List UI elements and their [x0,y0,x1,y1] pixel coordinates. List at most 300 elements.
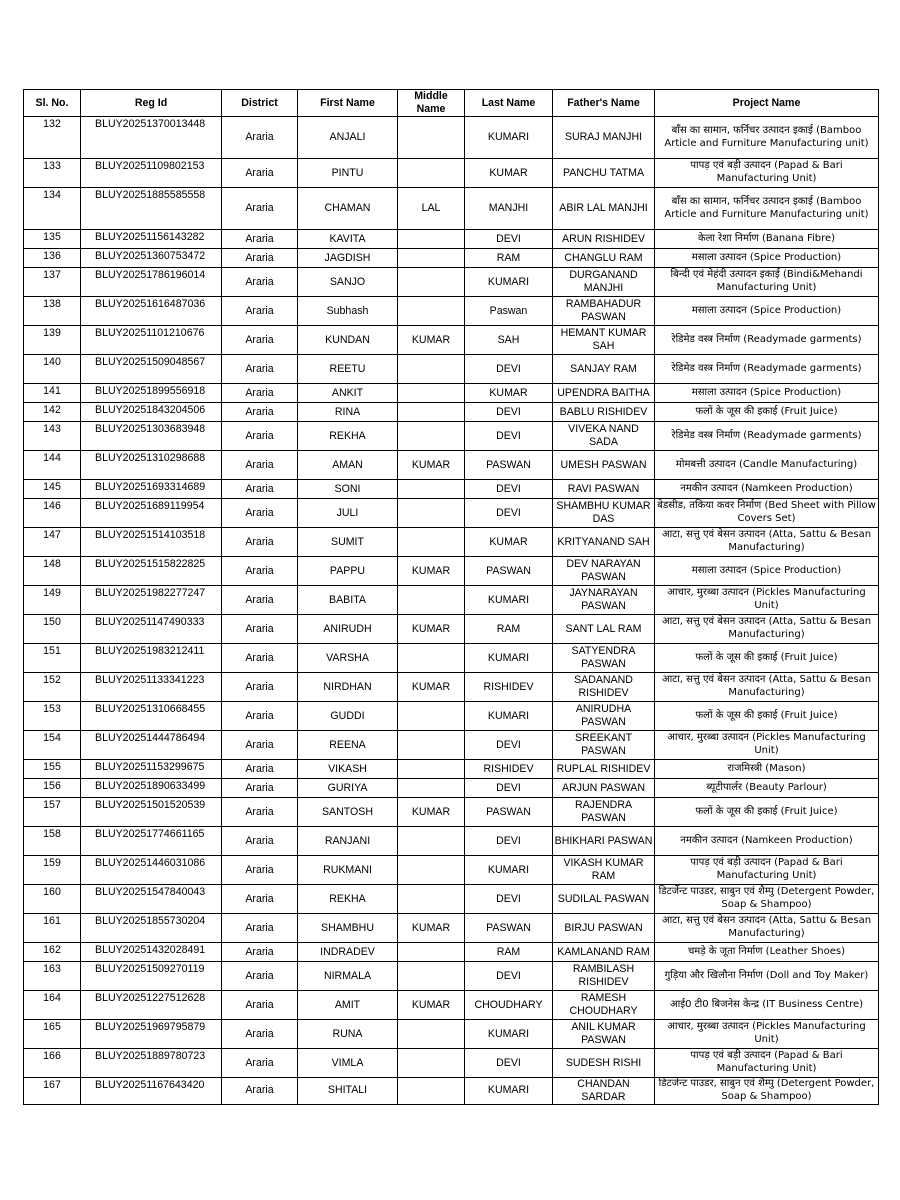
cell-reg-id: BLUY20251616487036 [81,297,222,326]
cell-sl-no: 161 [24,914,81,943]
cell-last-name: CHOUDHARY [465,991,553,1020]
table-row [24,528,879,557]
cell-fathers-name: RAJENDRA PASWAN [553,798,655,827]
cell-district: Araria [222,384,298,403]
cell-last-name: DEVI [465,499,553,528]
table-row [24,403,879,422]
cell-project-name: आटा, सत्तु एवं बेसन उत्पादन (Atta, Sattu & Besan Manufacturing) [655,615,879,644]
cell-fathers-name: ABIR LAL MANJHI [553,188,655,230]
cell-district: Araria [222,297,298,326]
cell-first-name: SONI [298,480,398,499]
cell-project-name: मसाला उत्पादन (Spice Production) [655,297,879,326]
cell-project-name: पापड़ एवं बड़ी उत्पादन (Papad & Bari Manufacturing Unit) [655,856,879,885]
cell-last-name: KUMARI [465,856,553,885]
cell-fathers-name: ARUN RISHIDEV [553,230,655,249]
cell-project-name: आटा, सत्तु एवं बेसन उत्पादन (Atta, Sattu & Besan Manufacturing) [655,673,879,702]
cell-middle-name [398,731,465,760]
cell-district: Araria [222,615,298,644]
cell-reg-id: BLUY20251509048567 [81,355,222,384]
cell-fathers-name: SUDESH RISHI [553,1049,655,1078]
cell-reg-id: BLUY20251693314689 [81,480,222,499]
cell-district: Araria [222,326,298,355]
cell-reg-id: BLUY20251227512628 [81,991,222,1020]
cell-project-name: बाँस का सामान, फर्निचर उत्पादन इकाई (Bamboo Article and Furniture Manufacturing unit) [655,117,879,159]
cell-reg-id: BLUY20251855730204 [81,914,222,943]
cell-sl-no: 159 [24,856,81,885]
cell-middle-name [398,586,465,615]
cell-last-name: KUMAR [465,159,553,188]
cell-sl-no: 141 [24,384,81,403]
cell-district: Araria [222,1020,298,1049]
cell-fathers-name: SURAJ MANJHI [553,117,655,159]
cell-sl-no: 155 [24,760,81,779]
cell-last-name: RISHIDEV [465,760,553,779]
cell-middle-name [398,403,465,422]
cell-middle-name [398,528,465,557]
cell-project-name: आचार, मुरब्बा उत्पादन (Pickles Manufacturing Unit) [655,586,879,615]
cell-sl-no: 145 [24,480,81,499]
cell-fathers-name: KAMLANAND RAM [553,943,655,962]
cell-district: Araria [222,249,298,268]
cell-sl-no: 163 [24,962,81,991]
cell-reg-id: BLUY20251109802153 [81,159,222,188]
cell-first-name: SUMIT [298,528,398,557]
cell-district: Araria [222,885,298,914]
cell-project-name: डिटर्जेन्ट पाउडर, साबुन एवं शैम्पु (Detergent Powder, Soap & Shampoo) [655,1078,879,1105]
table-row [24,1078,879,1105]
header-row [24,90,879,117]
cell-first-name: NIRDHAN [298,673,398,702]
table-row [24,586,879,615]
cell-middle-name [398,827,465,856]
cell-district: Araria [222,1049,298,1078]
table-row [24,249,879,268]
cell-last-name: DEVI [465,827,553,856]
cell-sl-no: 142 [24,403,81,422]
cell-fathers-name: RAMBAHADUR PASWAN [553,297,655,326]
cell-reg-id: BLUY20251432028491 [81,943,222,962]
cell-project-name: मोमबत्ती उत्पादन (Candle Manufacturing) [655,451,879,480]
cell-middle-name: KUMAR [398,991,465,1020]
cell-district: Araria [222,159,298,188]
cell-reg-id: BLUY20251310298688 [81,451,222,480]
cell-sl-no: 156 [24,779,81,798]
cell-sl-no: 150 [24,615,81,644]
cell-sl-no: 160 [24,885,81,914]
cell-middle-name [398,297,465,326]
cell-middle-name: LAL [398,188,465,230]
cell-first-name: ANIRUDH [298,615,398,644]
cell-last-name: DEVI [465,403,553,422]
cell-reg-id: BLUY20251370013448 [81,117,222,159]
cell-middle-name [398,856,465,885]
cell-reg-id: BLUY20251515822825 [81,557,222,586]
cell-sl-no: 146 [24,499,81,528]
table-row [24,297,879,326]
cell-middle-name [398,1049,465,1078]
cell-project-name: केला रेशा निर्माण (Banana Fibre) [655,230,879,249]
cell-project-name: नमकीन उत्पादन (Namkeen Production) [655,480,879,499]
cell-first-name: Subhash [298,297,398,326]
cell-district: Araria [222,230,298,249]
cell-sl-no: 139 [24,326,81,355]
cell-middle-name [398,422,465,451]
cell-middle-name: KUMAR [398,798,465,827]
cell-middle-name [398,117,465,159]
cell-sl-no: 162 [24,943,81,962]
table-row [24,1020,879,1049]
cell-district: Araria [222,702,298,731]
cell-sl-no: 147 [24,528,81,557]
cell-first-name: NIRMALA [298,962,398,991]
cell-last-name: PASWAN [465,914,553,943]
cell-last-name: DEVI [465,885,553,914]
cell-reg-id: BLUY20251983212411 [81,644,222,673]
cell-reg-id: BLUY20251885585558 [81,188,222,230]
cell-reg-id: BLUY20251547840043 [81,885,222,914]
cell-project-name: ब्यूटीपार्लर (Beauty Parlour) [655,779,879,798]
cell-reg-id: BLUY20251689119954 [81,499,222,528]
cell-middle-name [398,268,465,297]
cell-first-name: GURIYA [298,779,398,798]
cell-fathers-name: SATYENDRA PASWAN [553,644,655,673]
cell-reg-id: BLUY20251101210676 [81,326,222,355]
cell-first-name: CHAMAN [298,188,398,230]
cell-last-name: DEVI [465,1049,553,1078]
cell-sl-no: 144 [24,451,81,480]
cell-sl-no: 134 [24,188,81,230]
cell-first-name: SHITALI [298,1078,398,1105]
cell-middle-name [398,159,465,188]
cell-first-name: REKHA [298,885,398,914]
header-sl-no: Sl. No. [24,90,81,117]
cell-reg-id: BLUY20251147490333 [81,615,222,644]
cell-fathers-name: VIVEKA NAND SADA [553,422,655,451]
cell-first-name: GUDDI [298,702,398,731]
cell-project-name: गुड़िया और खिलौना निर्माण (Doll and Toy Maker) [655,962,879,991]
cell-first-name: AMIT [298,991,398,1020]
cell-first-name: JULI [298,499,398,528]
cell-reg-id: BLUY20251156143282 [81,230,222,249]
cell-district: Araria [222,268,298,297]
cell-project-name: मसाला उत्पादन (Spice Production) [655,249,879,268]
cell-sl-no: 167 [24,1078,81,1105]
table-row [24,760,879,779]
cell-last-name: DEVI [465,779,553,798]
cell-fathers-name: RAMBILASH RISHIDEV [553,962,655,991]
cell-middle-name: KUMAR [398,615,465,644]
cell-last-name: KUMARI [465,586,553,615]
table-row [24,827,879,856]
cell-project-name: बाँस का सामान, फर्निचर उत्पादन इकाई (Bamboo Article and Furniture Manufacturing unit) [655,188,879,230]
table-row [24,499,879,528]
cell-sl-no: 152 [24,673,81,702]
cell-last-name: KUMARI [465,268,553,297]
cell-project-name: फलों के जूस की इकाई (Fruit Juice) [655,702,879,731]
cell-sl-no: 143 [24,422,81,451]
cell-fathers-name: SADANAND RISHIDEV [553,673,655,702]
cell-last-name: DEVI [465,355,553,384]
cell-last-name: KUMARI [465,1020,553,1049]
cell-fathers-name: SUDILAL PASWAN [553,885,655,914]
cell-middle-name [398,499,465,528]
table-row [24,673,879,702]
cell-sl-no: 133 [24,159,81,188]
cell-project-name: फलों के जूस की इकाई (Fruit Juice) [655,403,879,422]
cell-first-name: VIKASH [298,760,398,779]
cell-first-name: ANKIT [298,384,398,403]
cell-fathers-name: KRITYANAND SAH [553,528,655,557]
cell-district: Araria [222,403,298,422]
cell-district: Araria [222,188,298,230]
cell-fathers-name: BIRJU PASWAN [553,914,655,943]
cell-fathers-name: ANIRUDHA PASWAN [553,702,655,731]
table-row [24,856,879,885]
cell-district: Araria [222,673,298,702]
table-row [24,731,879,760]
cell-district: Araria [222,644,298,673]
cell-district: Araria [222,586,298,615]
cell-first-name: SANJO [298,268,398,297]
cell-fathers-name: SANJAY RAM [553,355,655,384]
cell-last-name: RISHIDEV [465,673,553,702]
cell-project-name: चमड़े के जूता निर्माण (Leather Shoes) [655,943,879,962]
cell-project-name: मसाला उत्पादन (Spice Production) [655,384,879,403]
cell-fathers-name: SHAMBHU KUMAR DAS [553,499,655,528]
header-middle-name: Middle Name [398,90,465,117]
table-row [24,779,879,798]
cell-fathers-name: RUPLAL RISHIDEV [553,760,655,779]
cell-reg-id: BLUY20251969795879 [81,1020,222,1049]
cell-project-name: नमकीन उत्पादन (Namkeen Production) [655,827,879,856]
cell-last-name: DEVI [465,731,553,760]
cell-reg-id: BLUY20251153299675 [81,760,222,779]
table-row [24,188,879,230]
cell-fathers-name: UMESH PASWAN [553,451,655,480]
cell-middle-name: KUMAR [398,673,465,702]
cell-reg-id: BLUY20251982277247 [81,586,222,615]
cell-reg-id: BLUY20251514103518 [81,528,222,557]
cell-project-name: मसाला उत्पादन (Spice Production) [655,557,879,586]
cell-last-name: PASWAN [465,451,553,480]
cell-district: Araria [222,451,298,480]
header-first-name: First Name [298,90,398,117]
cell-last-name: RAM [465,615,553,644]
header-reg-id: Reg Id [81,90,222,117]
cell-middle-name: KUMAR [398,451,465,480]
cell-last-name: DEVI [465,422,553,451]
cell-district: Araria [222,557,298,586]
cell-district: Araria [222,914,298,943]
cell-first-name: RANJANI [298,827,398,856]
cell-sl-no: 149 [24,586,81,615]
cell-first-name: REKHA [298,422,398,451]
cell-middle-name [398,230,465,249]
cell-middle-name [398,1078,465,1105]
cell-fathers-name: BABLU RISHIDEV [553,403,655,422]
header-district: District [222,90,298,117]
cell-middle-name [398,943,465,962]
cell-middle-name: KUMAR [398,914,465,943]
cell-district: Araria [222,760,298,779]
cell-fathers-name: JAYNARAYAN PASWAN [553,586,655,615]
cell-reg-id: BLUY20251774661165 [81,827,222,856]
cell-middle-name: KUMAR [398,326,465,355]
table-row [24,326,879,355]
cell-first-name: JAGDISH [298,249,398,268]
cell-first-name: REETU [298,355,398,384]
cell-district: Araria [222,943,298,962]
cell-last-name: PASWAN [465,798,553,827]
cell-district: Araria [222,499,298,528]
cell-sl-no: 165 [24,1020,81,1049]
cell-project-name: आटा, सत्तु एवं बेसन उत्पादन (Atta, Sattu & Besan Manufacturing) [655,528,879,557]
header-project-name: Project Name [655,90,879,117]
table-row [24,991,879,1020]
cell-district: Araria [222,1078,298,1105]
cell-fathers-name: ANIL KUMAR PASWAN [553,1020,655,1049]
cell-sl-no: 166 [24,1049,81,1078]
cell-first-name: KAVITA [298,230,398,249]
cell-district: Araria [222,991,298,1020]
cell-district: Araria [222,117,298,159]
cell-middle-name [398,760,465,779]
cell-sl-no: 157 [24,798,81,827]
table-row [24,798,879,827]
cell-project-name: फलों के जूस की इकाई (Fruit Juice) [655,798,879,827]
cell-project-name: राजमिस्त्री (Mason) [655,760,879,779]
cell-middle-name [398,384,465,403]
cell-fathers-name: DURGANAND MANJHI [553,268,655,297]
cell-sl-no: 135 [24,230,81,249]
cell-reg-id: BLUY20251303683948 [81,422,222,451]
cell-first-name: BABITA [298,586,398,615]
cell-project-name: पापड़ एवं बड़ी उत्पादन (Papad & Bari Manufacturing Unit) [655,159,879,188]
cell-last-name: MANJHI [465,188,553,230]
table-row [24,885,879,914]
cell-first-name: RUKMANI [298,856,398,885]
cell-fathers-name: ARJUN PASWAN [553,779,655,798]
cell-middle-name [398,480,465,499]
cell-fathers-name: CHANDAN SARDAR [553,1078,655,1105]
cell-district: Araria [222,480,298,499]
cell-first-name: PAPPU [298,557,398,586]
cell-sl-no: 140 [24,355,81,384]
cell-last-name: DEVI [465,962,553,991]
cell-fathers-name: DEV NARAYAN PASWAN [553,557,655,586]
cell-project-name: रेडिमेड वस्त्र निर्माण (Readymade garments) [655,355,879,384]
cell-first-name: ANJALI [298,117,398,159]
cell-fathers-name: BHIKHARI PASWAN [553,827,655,856]
cell-reg-id: BLUY20251501520539 [81,798,222,827]
cell-middle-name [398,1020,465,1049]
cell-middle-name [398,702,465,731]
cell-first-name: AMAN [298,451,398,480]
cell-project-name: बेडसीड, तकिया कवर निर्माण (Bed Sheet with Pillow Covers Set) [655,499,879,528]
cell-reg-id: BLUY20251786196014 [81,268,222,297]
table-row [24,159,879,188]
cell-sl-no: 148 [24,557,81,586]
cell-middle-name [398,644,465,673]
cell-last-name: KUMAR [465,528,553,557]
table-row [24,384,879,403]
table-row [24,480,879,499]
cell-project-name: आई0 टी0 बिजनेस केन्द्र (IT Business Centre) [655,991,879,1020]
cell-reg-id: BLUY20251899556918 [81,384,222,403]
cell-first-name: RINA [298,403,398,422]
cell-district: Araria [222,355,298,384]
cell-district: Araria [222,731,298,760]
cell-sl-no: 151 [24,644,81,673]
cell-first-name: VARSHA [298,644,398,673]
cell-last-name: RAM [465,249,553,268]
cell-reg-id: BLUY20251167643420 [81,1078,222,1105]
cell-fathers-name: HEMANT KUMAR SAH [553,326,655,355]
table-row [24,451,879,480]
cell-reg-id: BLUY20251444786494 [81,731,222,760]
cell-project-name: आचार, मुरब्बा उत्पादन (Pickles Manufacturing Unit) [655,1020,879,1049]
table-row [24,702,879,731]
cell-last-name: SAH [465,326,553,355]
cell-project-name: रेडिमेड वस्त्र निर्माण (Readymade garments) [655,422,879,451]
cell-fathers-name: RAVI PASWAN [553,480,655,499]
cell-district: Araria [222,856,298,885]
cell-project-name: आटा, सत्तु एवं बेसन उत्पादन (Atta, Sattu & Besan Manufacturing) [655,914,879,943]
cell-middle-name [398,355,465,384]
cell-first-name: VIMLA [298,1049,398,1078]
table-row [24,1049,879,1078]
cell-project-name: फलों के जूस की इकाई (Fruit Juice) [655,644,879,673]
table-row [24,615,879,644]
cell-sl-no: 158 [24,827,81,856]
cell-sl-no: 154 [24,731,81,760]
table-row [24,268,879,297]
table-row [24,557,879,586]
cell-middle-name [398,962,465,991]
cell-fathers-name: SREEKANT PASWAN [553,731,655,760]
cell-sl-no: 137 [24,268,81,297]
cell-reg-id: BLUY20251360753472 [81,249,222,268]
table-row [24,914,879,943]
cell-fathers-name: UPENDRA BAITHA [553,384,655,403]
cell-sl-no: 164 [24,991,81,1020]
cell-district: Araria [222,827,298,856]
cell-last-name: PASWAN [465,557,553,586]
cell-middle-name: KUMAR [398,557,465,586]
cell-middle-name [398,779,465,798]
cell-middle-name [398,885,465,914]
table-row [24,644,879,673]
cell-last-name: RAM [465,943,553,962]
cell-first-name: SHAMBHU [298,914,398,943]
cell-reg-id: BLUY20251133341223 [81,673,222,702]
table-row [24,962,879,991]
cell-sl-no: 132 [24,117,81,159]
cell-sl-no: 138 [24,297,81,326]
cell-last-name: Paswan [465,297,553,326]
cell-fathers-name: VIKASH KUMAR RAM [553,856,655,885]
cell-project-name: आचार, मुरब्बा उत्पादन (Pickles Manufacturing Unit) [655,731,879,760]
cell-project-name: बिन्दी एवं मेहंदी उत्पादन इकाई (Bindi&Mehandi Manufacturing Unit) [655,268,879,297]
cell-last-name: DEVI [465,480,553,499]
cell-reg-id: BLUY20251310668455 [81,702,222,731]
cell-fathers-name: RAMESH CHOUDHARY [553,991,655,1020]
cell-fathers-name: PANCHU TATMA [553,159,655,188]
cell-first-name: PINTU [298,159,398,188]
cell-reg-id: BLUY20251509270119 [81,962,222,991]
cell-first-name: RUNA [298,1020,398,1049]
cell-first-name: REENA [298,731,398,760]
